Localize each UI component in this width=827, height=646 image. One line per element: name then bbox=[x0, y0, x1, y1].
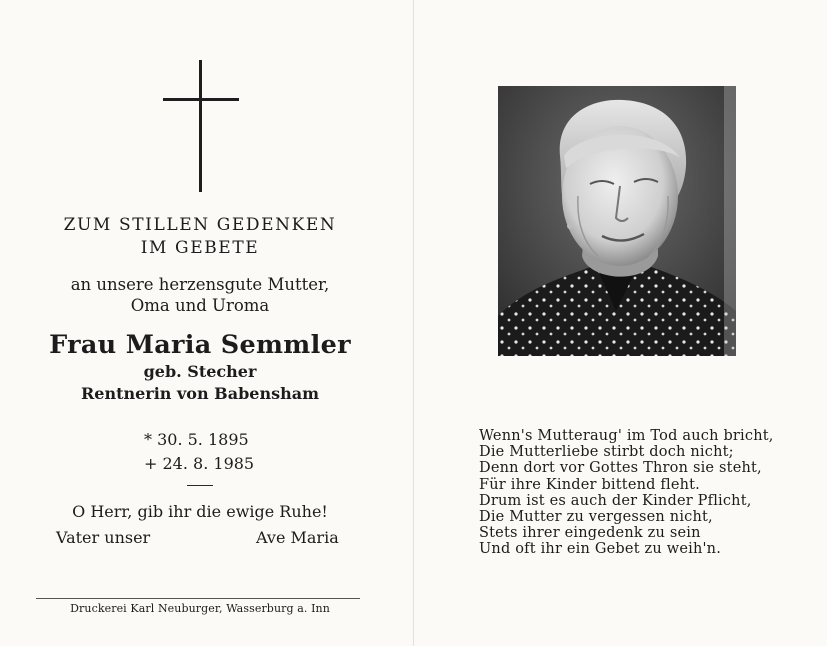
death-symbol: + bbox=[144, 454, 158, 473]
poem-line: Die Mutter zu vergessen nicht, bbox=[479, 509, 713, 526]
birth-date-value: 30. 5. 1895 bbox=[157, 430, 249, 449]
heading-line: IM GEBETE bbox=[140, 238, 260, 258]
right-panel bbox=[414, 0, 827, 646]
poem-line: Die Mutterliebe stirbt doch nicht; bbox=[479, 444, 734, 461]
printer-credit: Druckerei Karl Neuburger, Wasserburg a. Inn bbox=[70, 602, 330, 615]
birth-date bbox=[144, 428, 254, 452]
closing-prayer-right: Ave Maria bbox=[256, 528, 339, 547]
dedication-line: Oma und Uroma bbox=[130, 296, 270, 315]
maiden-name: geb. Stecher bbox=[143, 362, 257, 381]
dedication-line: an unsere herzensgute Mutter, bbox=[70, 275, 330, 294]
divider bbox=[187, 485, 213, 486]
printer-rule bbox=[36, 598, 360, 599]
poem-line: Drum ist es auch der Kinder Pflicht, bbox=[479, 492, 752, 509]
memorial-poem bbox=[479, 428, 774, 558]
poem-line: Für ihre Kinder bittend fleht. bbox=[479, 476, 700, 493]
closing-prayer-left: Vater unser bbox=[56, 528, 151, 547]
left-panel bbox=[0, 0, 400, 646]
heading-line: ZUM STILLEN GEDENKEN bbox=[63, 215, 337, 235]
poem-line: Denn dort vor Gottes Thron sie steht, bbox=[479, 460, 762, 477]
poem-line: Und oft ihr ein Gebet zu weih'n. bbox=[479, 541, 722, 558]
cross-icon bbox=[163, 60, 239, 192]
life-dates bbox=[144, 428, 254, 476]
occupation: Rentnerin von Babensham bbox=[80, 384, 320, 403]
dedication bbox=[0, 274, 400, 316]
death-date-value: 24. 8. 1985 bbox=[162, 454, 255, 473]
poem-line: Wenn's Mutteraug' im Tod auch bricht, bbox=[479, 428, 774, 444]
memorial-heading bbox=[0, 214, 400, 260]
birth-symbol: * bbox=[144, 430, 152, 449]
portrait-photo bbox=[498, 86, 736, 356]
death-date bbox=[144, 452, 254, 476]
prayer: O Herr, gib ihr die ewige Ruhe! bbox=[72, 502, 328, 521]
poem-line: Stets ihrer eingedenk zu sein bbox=[479, 525, 701, 542]
deceased-name: Frau Maria Semmler bbox=[49, 330, 351, 360]
